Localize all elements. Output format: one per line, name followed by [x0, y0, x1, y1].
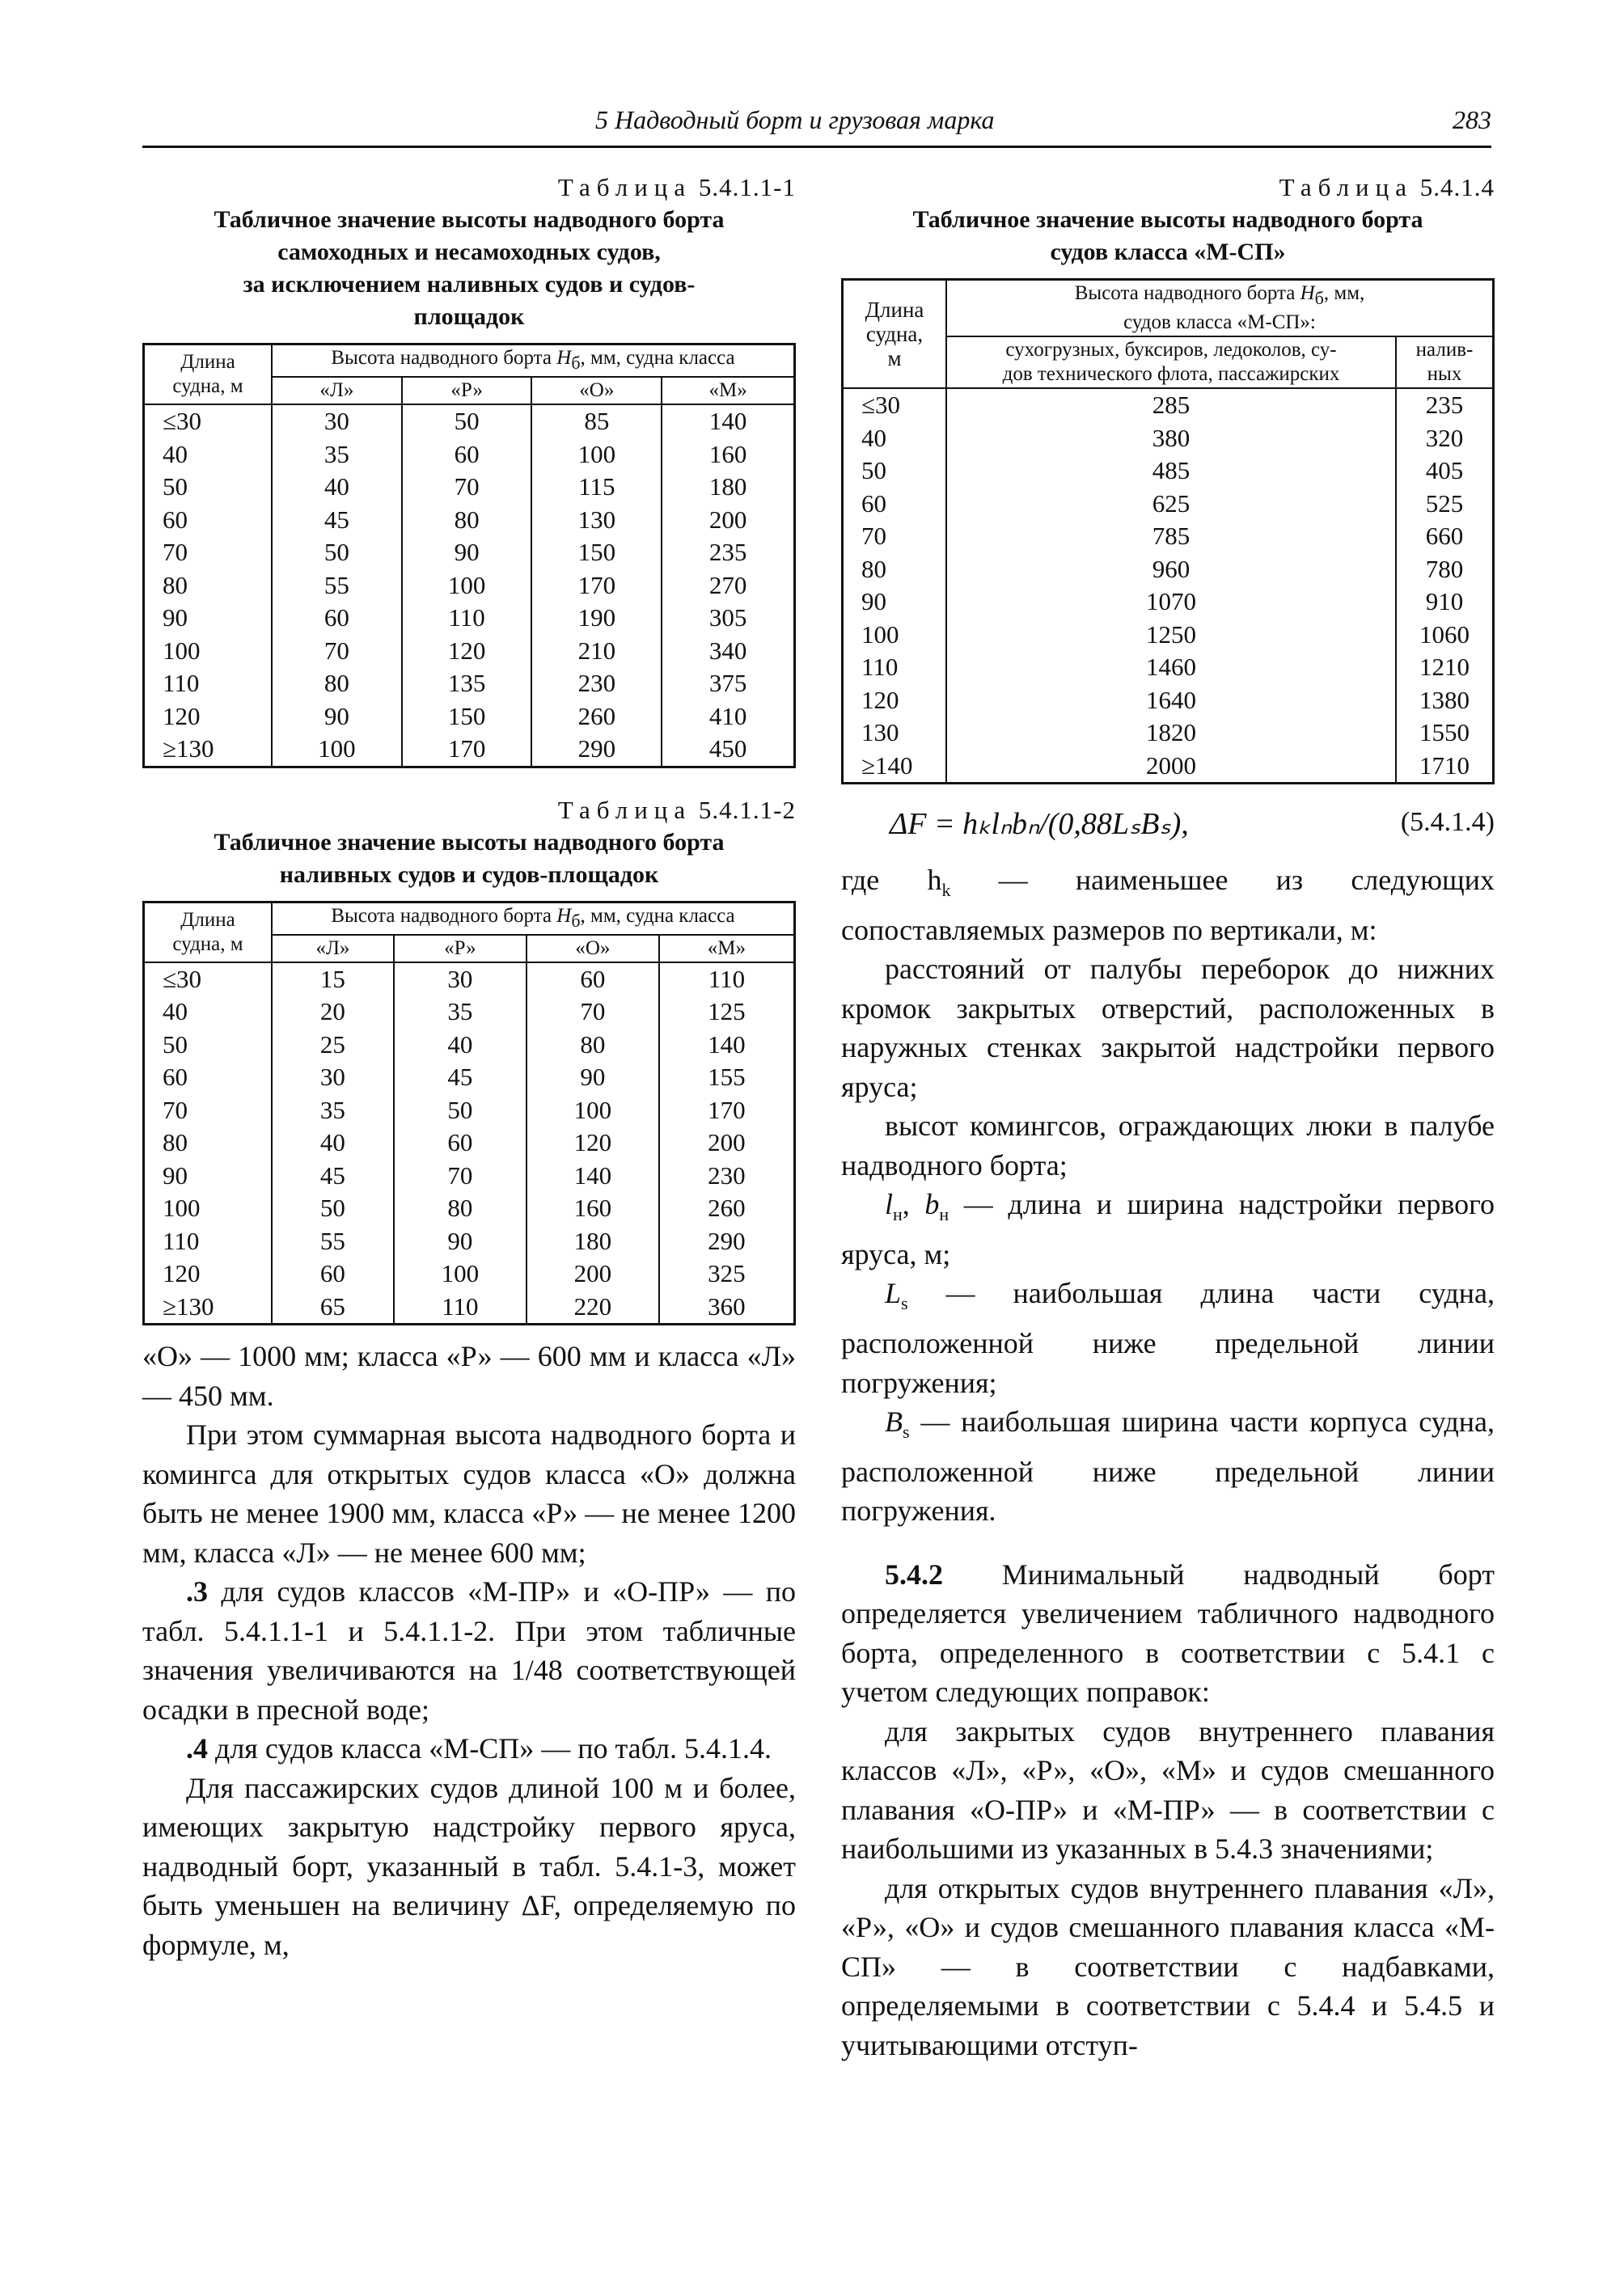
value-cell: 80 — [527, 1029, 659, 1062]
col-header-group: Высота надводного борта $Н_б$, мм, судов класса «М-СП»: — [946, 280, 1494, 337]
table-title: Табличное значение высоты надводного борта самоходных и несамоходных судов, за исключением наливных судов и судов- площадок — [214, 206, 725, 330]
length-cell: ≥140 — [843, 750, 947, 784]
value-cell: 375 — [662, 667, 794, 700]
value-cell: 1070 — [946, 585, 1396, 619]
value-cell: 200 — [659, 1126, 795, 1160]
table-label: Таблица 5.4.1.4 — [1279, 173, 1495, 201]
value-cell: 110 — [402, 602, 532, 635]
length-cell: 120 — [843, 684, 947, 717]
value-cell: 1640 — [946, 684, 1396, 717]
length-cell: 70 — [144, 536, 273, 569]
paragraph: расстояний от палубы переборок до нижних кромок закрытых отверстий, расположенных в наружных стенках закрытой надстройки первого яруса; — [841, 953, 1495, 1103]
length-cell: 80 — [144, 1126, 273, 1160]
table-row — [843, 619, 1494, 652]
value-cell: 60 — [527, 962, 659, 996]
length-cell: ≤30 — [144, 962, 273, 996]
value-cell: 1550 — [1396, 716, 1494, 750]
value-cell: 90 — [272, 700, 402, 733]
value-cell: 190 — [531, 602, 662, 635]
value-cell: 260 — [659, 1192, 795, 1225]
col-header-group: Высота надводного борта $Н_б$, мм, судна класса — [272, 344, 795, 378]
table-row — [144, 667, 795, 700]
table-body — [843, 388, 1494, 784]
paragraph: Для пассажирских судов длиной 100 м и более, имеющих закрытую надстройку первого яруса, надводный борт, указанный в табл. 5.4.1-3, может быть уменьшен на величину ΔF, определяемую по формуле, м, — [142, 1771, 796, 1961]
length-cell: 90 — [144, 1160, 273, 1193]
value-cell: 90 — [527, 1061, 659, 1094]
length-cell: 80 — [843, 553, 947, 586]
length-cell: 40 — [843, 422, 947, 455]
length-cell: 90 — [144, 602, 273, 635]
value-cell: 40 — [394, 1029, 527, 1062]
table-row — [843, 716, 1494, 750]
table-row — [144, 1258, 795, 1291]
value-cell: 50 — [272, 536, 402, 569]
value-cell: 115 — [531, 471, 662, 504]
value-cell: 70 — [272, 635, 402, 668]
length-cell: 110 — [144, 667, 273, 700]
length-cell: 100 — [144, 1192, 273, 1225]
col-header-length: Длина судна, м — [144, 344, 273, 405]
length-cell: 50 — [843, 454, 947, 488]
value-cell: 30 — [272, 1061, 394, 1094]
col-header-class: «О» — [527, 935, 659, 962]
length-cell: 40 — [144, 995, 273, 1029]
table-row — [144, 733, 795, 767]
value-cell: 30 — [394, 962, 527, 996]
length-cell: 70 — [144, 1094, 273, 1127]
value-cell: 155 — [659, 1061, 795, 1094]
col-header-length: Длина судна, м — [144, 902, 273, 962]
value-cell: 80 — [272, 667, 402, 700]
col-header-class: «О» — [531, 377, 662, 404]
value-cell: 70 — [402, 471, 532, 504]
value-cell: 1710 — [1396, 750, 1494, 784]
freeboard-table-m-sp — [841, 278, 1495, 784]
length-cell: 60 — [144, 504, 273, 537]
paragraph: $B_s$ — наибольшая ширина части корпуса судна, расположенной ниже предельной линии погружения. — [841, 1405, 1495, 1528]
table-row — [843, 750, 1494, 784]
value-cell: 100 — [402, 569, 532, 602]
table-row — [843, 553, 1494, 586]
value-cell: 60 — [402, 438, 532, 471]
col-header-class: «М» — [659, 935, 795, 962]
table-title: Табличное значение высоты надводного борта судов класса «М-СП» — [912, 206, 1423, 265]
length-cell: 50 — [144, 1029, 273, 1062]
value-cell: 180 — [527, 1225, 659, 1258]
table-row — [843, 488, 1494, 521]
value-cell: 210 — [531, 635, 662, 668]
value-cell: 340 — [662, 635, 794, 668]
value-cell: 140 — [659, 1029, 795, 1062]
length-cell: 80 — [144, 569, 273, 602]
value-cell: 1210 — [1396, 651, 1494, 684]
value-cell: 450 — [662, 733, 794, 767]
table-row — [144, 1126, 795, 1160]
value-cell: 235 — [1396, 388, 1494, 422]
length-cell: 120 — [144, 1258, 273, 1291]
value-cell: 1460 — [946, 651, 1396, 684]
formula-expression: ΔF = hₖlₙbₙ/(0,88LₛBₛ), — [890, 807, 1189, 841]
value-cell: 200 — [662, 504, 794, 537]
paragraph: .3 для судов классов «М-ПР» и «О-ПР» — по табл. 5.4.1.1-1 и 5.4.1.1-2. При этом табличные значения увеличиваются на 1/48 соответствующей осадки в пресной воде; — [142, 1575, 796, 1726]
value-cell: 25 — [272, 1029, 394, 1062]
value-cell: 60 — [272, 602, 402, 635]
paragraph: .4 для судов класса «М-СП» — по табл. 5.4.1.4. — [186, 1732, 772, 1765]
length-cell: 110 — [843, 651, 947, 684]
value-cell: 660 — [1396, 520, 1494, 553]
value-cell: 230 — [531, 667, 662, 700]
value-cell: 170 — [659, 1094, 795, 1127]
value-cell: 160 — [527, 1192, 659, 1225]
col-header-class: «М» — [662, 377, 794, 404]
length-cell: 100 — [144, 635, 273, 668]
value-cell: 110 — [659, 962, 795, 996]
col-header-group: Высота надводного борта $Н_б$, мм, судна класса — [272, 902, 795, 935]
table-row — [144, 1061, 795, 1094]
freeboard-table-tankers — [142, 901, 796, 1326]
table-row — [144, 700, 795, 733]
col-header-class: «Л» — [272, 377, 402, 404]
value-cell: 80 — [394, 1192, 527, 1225]
value-cell: 960 — [946, 553, 1396, 586]
value-cell: 285 — [946, 388, 1396, 422]
value-cell: 140 — [527, 1160, 659, 1193]
length-cell: 40 — [144, 438, 273, 471]
length-cell: 50 — [144, 471, 273, 504]
value-cell: 170 — [531, 569, 662, 602]
table-row — [144, 1192, 795, 1225]
value-cell: 45 — [272, 504, 402, 537]
value-cell: 50 — [402, 404, 532, 438]
value-cell: 60 — [272, 1258, 394, 1291]
value-cell: 45 — [272, 1160, 394, 1193]
value-cell: 100 — [527, 1094, 659, 1127]
value-cell: 380 — [946, 422, 1396, 455]
value-cell: 85 — [531, 404, 662, 438]
value-cell: 1380 — [1396, 684, 1494, 717]
value-cell: 405 — [1396, 454, 1494, 488]
length-cell: 60 — [144, 1061, 273, 1094]
left-column — [142, 171, 796, 1964]
value-cell: 360 — [659, 1291, 795, 1325]
value-cell: 135 — [402, 667, 532, 700]
value-cell: 60 — [394, 1126, 527, 1160]
value-cell: 325 — [659, 1258, 795, 1291]
value-cell: 230 — [659, 1160, 795, 1193]
table-row — [144, 1029, 795, 1062]
value-cell: 910 — [1396, 585, 1494, 619]
value-cell: 30 — [272, 404, 402, 438]
paragraph: «О» — 1000 мм; класса «Р» — 600 мм и класса «Л» — 450 мм. — [142, 1340, 796, 1412]
value-cell: 485 — [946, 454, 1396, 488]
table-row — [144, 1160, 795, 1193]
table-row — [144, 1094, 795, 1127]
value-cell: 35 — [272, 1094, 394, 1127]
value-cell: 150 — [531, 536, 662, 569]
value-cell: 160 — [662, 438, 794, 471]
table-row — [144, 569, 795, 602]
value-cell: 1820 — [946, 716, 1396, 750]
value-cell: 305 — [662, 602, 794, 635]
value-cell: 40 — [272, 471, 402, 504]
value-cell: 2000 — [946, 750, 1396, 784]
value-cell: 150 — [402, 700, 532, 733]
length-cell: ≤30 — [843, 388, 947, 422]
length-cell: ≤30 — [144, 404, 273, 438]
freeboard-table-self-propelled — [142, 343, 796, 768]
table-label: Таблица 5.4.1.1-2 — [557, 795, 796, 824]
value-cell: 130 — [531, 504, 662, 537]
paragraph: для открытых судов внутреннего плавания «Л», «Р», «О» и судов смешанного плавания класса «М-СП» — в соответствии с надбавками, определяемыми в соответствии с 5.4.4 и 5.4.5 и учитывающими отступ- — [841, 1871, 1495, 2061]
value-cell: 35 — [272, 438, 402, 471]
length-cell: 110 — [144, 1225, 273, 1258]
value-cell: 100 — [272, 733, 402, 767]
paragraph: высот комингсов, ограждающих люки в палубе надводного борта; — [841, 1110, 1495, 1181]
value-cell: 320 — [1396, 422, 1494, 455]
value-cell: 15 — [272, 962, 394, 996]
value-cell: 1250 — [946, 619, 1396, 652]
table-row — [144, 995, 795, 1029]
value-cell: 780 — [1396, 553, 1494, 586]
table-row — [144, 471, 795, 504]
chapter-title: 5 Надводный борт и грузовая марка — [595, 105, 995, 134]
value-cell: 65 — [272, 1291, 394, 1325]
value-cell: 125 — [659, 995, 795, 1029]
table-row — [144, 504, 795, 537]
value-cell: 50 — [394, 1094, 527, 1127]
value-cell: 235 — [662, 536, 794, 569]
table-row — [843, 422, 1494, 455]
table-row — [144, 1291, 795, 1325]
col-header-class: «Р» — [394, 935, 527, 962]
value-cell: 200 — [527, 1258, 659, 1291]
value-cell: 410 — [662, 700, 794, 733]
value-cell: 90 — [402, 536, 532, 569]
paragraph: 5.4.2 Минимальный надводный борт определяется увеличением табличного надводного борта, определенного в соответствии с 5.4.1 с учетом следующих поправок: — [841, 1558, 1495, 1709]
formula-number: (5.4.1.4) — [1400, 807, 1495, 837]
value-cell: 55 — [272, 569, 402, 602]
value-cell: 1060 — [1396, 619, 1494, 652]
length-cell: 90 — [843, 585, 947, 619]
col-header-tankers: налив- ных — [1396, 336, 1494, 388]
value-cell: 785 — [946, 520, 1396, 553]
formula — [841, 801, 1495, 852]
value-cell: 35 — [394, 995, 527, 1029]
value-cell: 180 — [662, 471, 794, 504]
table-row — [144, 962, 795, 996]
paragraph: $l_н$, $b_н$ — длина и ширина надстройки первого яруса, м; — [841, 1188, 1495, 1270]
value-cell: 80 — [402, 504, 532, 537]
value-cell: 50 — [272, 1192, 394, 1225]
value-cell: 55 — [272, 1225, 394, 1258]
value-cell: 100 — [394, 1258, 527, 1291]
table-row — [144, 1225, 795, 1258]
table-row — [843, 388, 1494, 422]
col-header-class: «Л» — [272, 935, 394, 962]
table-row — [843, 454, 1494, 488]
value-cell: 70 — [527, 995, 659, 1029]
length-cell: 60 — [843, 488, 947, 521]
value-cell: 290 — [531, 733, 662, 767]
table-body — [144, 404, 795, 767]
table-row — [144, 602, 795, 635]
length-cell: 100 — [843, 619, 947, 652]
value-cell: 170 — [402, 733, 532, 767]
paragraph: При этом суммарная высота надводного борта и комингса для открытых судов класса «О» должна быть не менее 1900 мм, класса «Р» — не менее 1200 мм, класса «Л» — не менее 600 мм; — [142, 1418, 796, 1569]
length-cell: ≥130 — [144, 733, 273, 767]
value-cell: 120 — [402, 635, 532, 668]
table-row — [144, 536, 795, 569]
table-title: Табличное значение высоты надводного борта наливных судов и судов-площадок — [214, 828, 725, 888]
col-header-class: «Р» — [402, 377, 532, 404]
table-row — [843, 585, 1494, 619]
length-cell: 130 — [843, 716, 947, 750]
table-row — [144, 404, 795, 438]
value-cell: 110 — [394, 1291, 527, 1325]
value-cell: 260 — [531, 700, 662, 733]
length-cell: 120 — [144, 700, 273, 733]
value-cell: 100 — [531, 438, 662, 471]
value-cell: 625 — [946, 488, 1396, 521]
length-cell: 70 — [843, 520, 947, 553]
table-row — [843, 651, 1494, 684]
paragraph: для закрытых судов внутреннего плавания классов «Л», «Р», «О», «М» и судов смешанного плавания «О-ПР» и «М-ПР» — в соответствии с наибольшими из указанных в 5.4.3 значениями; — [841, 1714, 1495, 1866]
value-cell: 45 — [394, 1061, 527, 1094]
value-cell: 40 — [272, 1126, 394, 1160]
value-cell: 70 — [394, 1160, 527, 1193]
right-column — [841, 171, 1495, 2065]
value-cell: 290 — [659, 1225, 795, 1258]
col-header-length: Длина судна, м — [843, 280, 947, 389]
value-cell: 120 — [527, 1126, 659, 1160]
page-number: 283 — [1453, 105, 1491, 134]
length-cell: ≥130 — [144, 1291, 273, 1325]
col-header-dry-cargo: сухогрузных, буксиров, ледоколов, су- дов технического флота, пассажирских — [946, 336, 1396, 388]
running-header — [142, 105, 1491, 148]
value-cell: 20 — [272, 995, 394, 1029]
value-cell: 140 — [662, 404, 794, 438]
table-row — [843, 684, 1494, 717]
value-cell: 525 — [1396, 488, 1494, 521]
value-cell: 270 — [662, 569, 794, 602]
value-cell: 220 — [527, 1291, 659, 1325]
table-row — [144, 635, 795, 668]
table-row — [144, 438, 795, 471]
paragraph: где $h_k$ — наименьшее из следующих сопоставляемых размеров по вертикали, м: — [841, 864, 1495, 946]
table-label: Таблица 5.4.1.1-1 — [557, 173, 796, 201]
table-body — [144, 962, 795, 1325]
paragraph: $L_s$ — наибольшая длина части судна, расположенной ниже предельной линии погружения; — [841, 1277, 1495, 1399]
value-cell: 90 — [394, 1225, 527, 1258]
table-row — [843, 520, 1494, 553]
